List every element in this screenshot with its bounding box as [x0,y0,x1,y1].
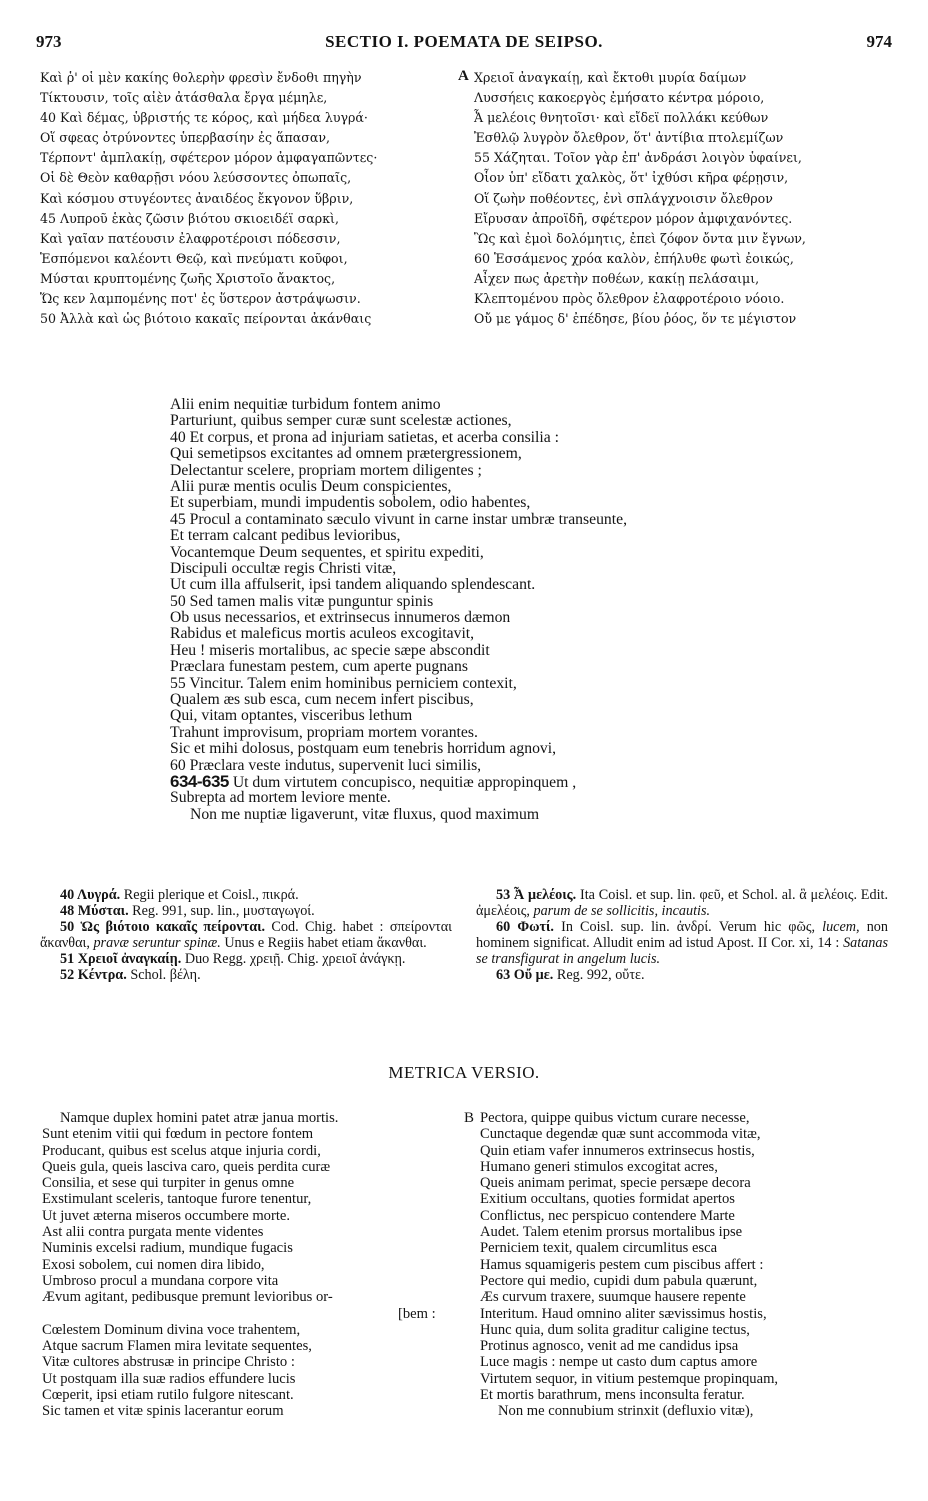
latin-line: Et terram calcant pedibus levioribus, [170,527,401,545]
greek-verse-line: Χρειοῖ ἀναγκαίῃ, καὶ ἔκτοθι μυρία δαίμων [474,70,747,85]
footnote-text: Duo Regg. χρειῇ. Chig. χρειοῖ ἀνάγκῃ. [181,950,406,967]
greek-verse-line: Καὶ ῥ' οἱ μὲν κακίης θολερὴν φρεσὶν ἔνδοθι πηγὴν [40,70,362,85]
footnote [40,920,452,952]
footnote-reference: 50 Ὡς βιότοιο κακαῖς πείρονται. [60,918,266,935]
latin-line: 40 Et corpus, et prona ad injuriam satietas, et acerba consilia : [170,428,560,446]
latin-line: Qualem æs sub esca, cum necem infert piscibus, [170,691,474,709]
footnote-text: Satanas se transfigurat in angelum lucis. [476,934,888,967]
metrical-verse-line: Ævum agitant, pedibusque premunt levioribus or- [42,1289,333,1306]
greek-verse-line: Οἵ ζωὴν ποθέοντες, ἐνὶ σπλάγχνοισιν ὄλεθρον [474,190,773,206]
greek-verse-line: Ἐσθλῷ λυγρὸν ὄλεθρον, ὅτ' ἀντίβια πτολεμίζων [474,130,784,146]
footnote [40,952,452,968]
section-title: METRICA VERSIO. [388,1063,540,1082]
greek-verse-line: 60 Ἑσσάμενος χρόα καλὸν, ἐπήλυθε φωτὶ ἐοικώς, [474,250,794,266]
metrical-verse-line: Hunc quia, dum solita graditur caligine tectus, [480,1321,750,1338]
footnote [476,968,888,984]
metrical-verse-line: Non me connubium strinxit (defluxio vitæ), [498,1403,754,1420]
metrical-verse-line: Humano generi stimulos excogitat acres, [480,1158,718,1175]
greek-verse-line: 50 Ἀλλὰ καὶ ὡς βιότοιο κακαῖς πείρονται ἀκάνθαις [40,311,372,327]
metrical-verse-line: Perniciem texit, qualem circumlitus esca [480,1240,718,1257]
metrical-verse-left-column [42,1110,475,1420]
greek-text-left-column [40,68,460,329]
footnote-reference: 60 Φωτί. [496,918,554,935]
greek-verse-line: Κλεπτομένου πρὸς ὄλεθρον ἐλαφροτέροιο νόοιο. [474,291,785,307]
latin-line: Alii enim nequitiæ turbidum fontem animo [170,396,441,413]
metrical-verse-line: Ut juvet æterna miseros occumbere morte. [42,1207,291,1224]
metrical-verse-line: Cunctaque degendæ quæ sunt accommoda vitæ, [480,1126,761,1143]
latin-line: Præclara funestam pestem, cum aperte pugnans [170,658,468,676]
left-page-number: 973 [36,32,62,51]
footnote [40,968,452,984]
latin-line: Subrepta ad mortem leviore mente. [170,789,391,807]
notes-left-column [40,888,452,983]
latin-line: Delectantur scelere, propriam mortem diligentes ; [170,461,482,479]
greek-verse-line: Εἴρυσαν ἀπροϊδῆ, σφέτερον μόρον ἀμφιχανόντες. [474,210,793,226]
metrical-verse-line: Atque sacrum Flamen mira levitate sequentes, [42,1338,312,1355]
footnote-text: Schol. βέλη. [126,966,201,983]
metrical-verse-line: Pectora, quippe quibus victum curare necesse, [480,1110,750,1126]
footnote-text: Regii plerique et Coisl., πικρά. [120,887,299,903]
metrical-verse-line: Namque duplex homini patet atræ janua mortis. [60,1110,339,1126]
metrical-verse-line: Ast alii contra purgata mente videntes [42,1224,264,1241]
footnote-text: parum de se sollicitis, incautis. [533,902,711,919]
metrical-verse-line: Pectore qui medio, cupidi dum pabula quærunt, [480,1272,758,1289]
footnote-reference: 51 Χρειοῖ ἀναγκαίῃ. [60,950,182,967]
latin-line: Ob usus necessarios, et extrinsecus innumeros dæmon [170,609,511,627]
latin-line: Qui semetipsos excitantes ad omnem prætergressionem, [170,445,522,463]
footnote [476,888,888,920]
metrical-verse-line: Æs curvum traxere, suumque hausere repente [480,1289,746,1306]
metrical-verse-line: [bem : [398,1305,436,1322]
footnote-reference: 40 Λυγρά. [60,887,121,903]
metrical-verse-line: Interitum. Haud omnino aliter sævissimus hostis, [480,1305,767,1322]
latin-line: Discipuli occultæ regis Christi vitæ, [170,559,397,577]
greek-verse-line: 45 Λυπροῦ ἑκὰς ζῶσιν βιότου σκιοειδέϊ σαρκὶ, [40,210,340,226]
metrical-verse-line: Exosi sobolem, cui nomen dira libido, [42,1256,265,1273]
metrical-verse-line: Exitium occultans, quoties formidat apertos [480,1191,735,1208]
metrical-verse-line: Numinis excelsi radium, mundique fugacis [42,1240,293,1257]
greek-verse-line: Ἑσπόμενοι καλέοντι Θεῷ, καὶ πνεύματι κοῦφοι, [40,250,348,266]
metrical-verse-line: Ut postquam illa suæ radios effundere lucis [42,1370,296,1387]
greek-verse-line: Λυσσήεις κακοεργὸς ἐμήσατο κέντρα μόροιο, [474,90,765,106]
greek-verse-line: Τέρποντ' ἀμπλακίῃ, σφέτερον μόρον ἀμφαγαπῶντες· [40,150,378,166]
greek-verse-line: Αἶχεν πως ἀρετὴν ποθέων, κακίῃ πελάσαιμι, [474,270,760,286]
latin-line: Qui, vitam optantes, visceribus lethum [170,707,413,725]
latin-line: 50 Sed tamen malis vitæ punguntur spinis [170,592,434,610]
metrical-verse-line: Queis animam perimat, specie persæpe decora [480,1175,751,1192]
latin-line: 55 Vincitur. Talem enim hominibus perniciem contexit, [170,674,517,692]
notes-right-column [476,888,888,983]
greek-verse-line: Τίκτουσιν, τοῖς αἰὲν ἀτάσθαλα ἔργα μέμηλε, [40,90,328,106]
footnote-reference: 53 Ἆ μελέοις. [496,887,577,903]
metrical-verse-right-column [480,1110,910,1420]
greek-verse-line: Ὥς κεν λαμπομένης ποτ' ἐς ὕστερον ἀστράψωσιν. [40,291,361,307]
footnote-reference: 52 Κέντρα. [60,966,127,983]
metrical-verse-line: Virtutem sequor, in vitium pestemque propinquam, [480,1370,779,1387]
latin-line: Vocantemque Deum sequentes, et spiritu expediti, [170,543,484,561]
footnote-text: Cod. Chig. habet : σπείρονται ἄκανθαι, [40,918,452,951]
metrical-verse-line: Sunt etenim vitii qui fœdum in pectore fontem [42,1126,314,1143]
metrical-verse-line: Queis gula, queis lasciva caro, queis perdita curæ [42,1158,331,1175]
metrical-verse-line: Sic tamen et vitæ spinis lacerantur eorum [42,1403,284,1420]
footnote-text: Ita Coisl. et sup. lin. φεῦ, et Schol. al. ἃ μελέοις. Edit. ἀμελέοις, [476,887,889,919]
footnote-text: In Coisl. sup. lin. ἀνδρί. Verum hic φῶς, [553,918,823,935]
latin-line: Ut cum illa affulserit, ipsi tandem aliquando splendescant. [170,576,536,594]
metrical-verse-line: Protinus agnosco, venit ad me candidus ipsa [480,1338,739,1355]
greek-verse-line: Οὔ με γάμος δ' ἐπέδησε, βίου ῥόος, ὅν τε μέγιστον [474,311,797,327]
latin-line: 60 Præclara veste indutus, supervenit luci similis, [170,756,482,774]
column-tag: 634-635 [170,771,229,791]
footnote-text: non hominem significat. Alludit enim ad istud Apost. II Cor. xi, 14 : [476,918,888,951]
metrical-verse-line: Cœperit, ipsi etiam rutilo fulgore nitescant. [42,1387,294,1404]
footnote-text: Reg. 991, sup. lin., μυσταγωγοί. [128,902,315,919]
metrical-verse-line: Vitæ cultores abstrusæ in principe Christo : [42,1354,295,1371]
latin-line: Non me nuptiæ ligaverunt, vitæ fluxus, quod maximum [190,805,540,823]
greek-verse-line: Ὣς καὶ ἐμοὶ δολόμητις, ἐπεὶ ζόφον ὄντα μιν ἔγνων, [474,230,806,246]
footnote-text: Unus e Regiis habet etiam ἄκανθαι. [220,934,427,951]
footnote [476,920,888,968]
latin-line: Et superbiam, mundi impudentis sobolem, odio habentes, [170,494,531,512]
running-header [36,32,892,56]
footnote-text: lucem, [822,918,860,935]
latin-line: Ut dum virtutem concupisco, nequitiæ appropinquem , [232,773,577,791]
verse-column-marker: B [464,1110,475,1126]
metrical-verse-line: Et mortis barathrum, mens inconsulta feratur. [480,1387,745,1404]
latin-line: Parturiunt, quibus semper curæ sunt scelestæ actiones, [170,412,512,430]
greek-verse-line: Μύσται κρυπτομένης ζωῆς Χριστοῖο ἄνακτος, [40,270,336,286]
latin-line: Trahunt improvisum, propriam mortem vorantes. [170,723,478,741]
greek-verse-line: Οἷον ὑπ' εἴδατι χαλκὸς, ὅτ' ἰχθύσι κῆρα φέρῃσιν, [474,170,789,186]
greek-verse-line: Οἵ σφεας ὀτρύνοντες ὑπερβασίην ἐς ἅπασαν, [40,130,331,146]
latin-line: Heu ! miseris mortalibus, ac specie sæpe abscondit [170,641,490,659]
footnote-text: pravæ seruntur spinæ. [93,934,221,951]
metrical-verse-line: Umbroso procul a mundana corpore vita [42,1272,279,1289]
latin-line: Sic et mihi dolosus, postquam eum tenebris horridum agnovi, [170,740,557,758]
greek-verse-line: Καὶ κόσμου στυγέοντες ἀναιδέος ἔκγονον ὕβριν, [40,190,354,206]
metrical-verse-line: Hamus squamigeris pestem cum piscibus affert : [480,1256,764,1273]
metrical-verse-line: Conflictus, nec perspicuo contendere Marte [480,1207,735,1224]
footnote-reference: 63 Οὔ με. [496,966,554,983]
greek-verse-line: 40 Καὶ δέμας, ὑβριστής τε κόρος, καὶ μήδεα λυγρά· [40,110,368,126]
running-title: SECTIO I. POEMATA DE SEIPSO. [325,32,603,51]
metrical-verse-line: Producant, quibus est scelus atque injuria cordi, [42,1142,321,1159]
metrical-verse-line: Exstimulant sceleris, tantoque furore tenentur, [42,1191,312,1208]
metrical-verse-line: Quin etiam vafer innumeros extrinsecus hostis, [480,1142,755,1159]
greek-column-marker: A [458,68,469,84]
latin-line-with-column-tag [170,771,850,791]
metrical-verse-line: Audet. Talem etenim prorsus mortalibus ipse [480,1224,743,1241]
metrical-verse-line: Luce magis : nempe ut casto dum captus amore [480,1354,758,1371]
latin-line: Rabidus et maleficus mortis aculeos excogitavit, [170,625,475,643]
greek-text-right-column [474,68,894,329]
right-page-number: 974 [866,32,892,51]
latin-line: Alii puræ mentis oculis Deum conspicientes, [170,477,452,495]
footnote-text: Reg. 992, οὔτε. [553,966,645,983]
greek-verse-line: Οἱ δὲ Θεὸν καθαρῇσι νόου λεύσσοντες ὀπωπαῖς, [40,170,352,186]
footnote [40,888,452,904]
greek-verse-line: Καὶ γαῖαν πατέουσιν ἐλαφροτέροισι πόδεσσιν, [40,230,341,246]
footnote-reference: 48 Μύσται. [60,902,129,919]
metrical-verse-line: Consilia, et sese qui turpiter in genus omne [42,1175,295,1192]
greek-verse-line: 55 Χάζηται. Τοῖον γὰρ ἐπ' ἀνδράσι λοιγὸν ὑφαίνει, [474,150,802,166]
latin-line: 45 Procul a contaminato sæculo vivunt in carne instar umbræ transeunte, [170,510,628,528]
metrical-verse-line: Cœlestem Dominum divina voce trahentem, [42,1321,301,1338]
footnote [40,904,452,920]
latin-translation [170,397,850,823]
greek-verse-line: Ἆ μελέοις θνητοῖσι· καὶ εἴδεϊ πολλάκι κεύθων [474,110,769,126]
